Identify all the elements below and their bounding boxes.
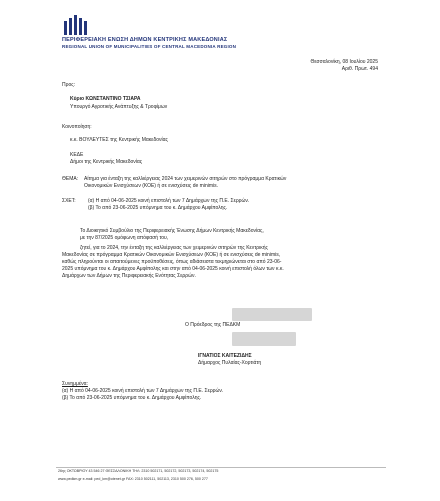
body-p1-line-1: Το Διοικητικό Συμβούλιο της Περιφερειακής Ένωσης Δήμων Κεντρικής Μακεδονίας, xyxy=(80,228,264,234)
place-date: Θεσσαλονίκη, 08 Ιουλίου 2025 xyxy=(310,59,378,65)
subject-line-2: Οικονομικών Ενισχύσεων (ΚΟΕ) ή σε ενισχύσεις de minimis. xyxy=(84,183,219,189)
body-p2-line-3: καθώς πληρούνται οι απαιτούμενες προϋποθέσεις, όπως αδιάσειστα τεκμηριώνεται στο από 23-06- xyxy=(62,259,282,265)
cc-deputies: κ.κ. ΒΟΥΛΕΥΤΕΣ της Κεντρικής Μακεδονίας xyxy=(70,137,168,143)
attachment-item-b: (β) Το από 23-06-2025 υπόμνημα του κ. Δημάρχου Αμφίπολης. xyxy=(62,395,202,401)
cc-kede: ΚΕΔΕ xyxy=(70,152,84,158)
body-p2-line-2: Μακεδονίας σε πρόγραμμα Κρατικών Οικονομικών Ενισχύσεων (ΚΟΕ) ή σε ενισχύσεις de minimis, xyxy=(62,252,281,258)
redacted-stamp-area xyxy=(232,308,312,321)
signatory-role: Δήμαρχος Πυλαίας-Χορτιάτη xyxy=(198,360,262,366)
body-p2-line-1: ζητεί, για το 2024, την ένταξη της καλλιέργειας των χειμερινών σιτηρών της Κεντρικής xyxy=(80,245,268,251)
footer-contact: www.pedkm.gr e-mail: ped_km@otenet.gr FAX: 2310 502111, 502113, 2310 500 276, 500 277 xyxy=(58,477,208,481)
relevant-item-a: (α) Η από 04-06-2025 κοινή επιστολή των 7 Δημάρχων της Π.Ε. Σερρών. xyxy=(88,198,250,204)
footer-divider xyxy=(56,467,386,468)
cc-municipalities: Δήμοι της Κεντρικής Μακεδονίας xyxy=(70,159,143,165)
recipient-ministry: Υπουργό Αγροτικής Ανάπτυξης & Τροφίμων xyxy=(70,104,168,110)
attachment-item-a: (α) Η από 04-06-2025 κοινή επιστολή των 7 Δημάρχων της Π.Ε. Σερρών. xyxy=(62,388,224,394)
org-logo-icon xyxy=(62,15,88,35)
footer-address: 26ης ΟΚΤΩΒΡΙΟΥ 43 546 27 ΘΕΣΣΑΛΟΝΙΚΗ ΤΗΛ: 2310 502171, 502172, 502173, 502174, 502175 xyxy=(58,469,219,473)
subject-label: ΘΕΜΑ: xyxy=(62,176,79,182)
recipient-name: Κύριο ΚΩΝΣΤΑΝΤΙΝΟ ΤΣΙΑΡΑ xyxy=(70,96,141,102)
signatory-title: Ο Πρόεδρος της ΠΕΔΚΜ xyxy=(185,322,241,328)
cc-label: Κοινοποίηση: xyxy=(62,124,92,130)
body-p1-line-2: με την 87/2025 ομόφωνη απόφασή του, xyxy=(80,235,169,241)
signatory-name: ΙΓΝΑΤΙΟΣ ΚΑΙΤΕΖΙΔΗΣ xyxy=(198,353,252,359)
body-p2-line-4: 2025 υπόμνημα του κ. Δημάρχου Αμφίπολης και στην από 04-06-2025 κοινή επιστολή όλων των κ.κ. xyxy=(62,266,284,272)
relevant-label: ΣΧΕΤ: xyxy=(62,198,76,204)
to-label: Προς: xyxy=(62,82,76,88)
org-name-greek: ΠΕΡΙΦΕΡΕΙΑΚΗ ΕΝΩΣΗ ΔΗΜΩΝ ΚΕΝΤΡΙΚΗΣ ΜΑΚΕΔΟΝΙΑΣ xyxy=(62,37,228,43)
attachments-label: Συνημμένα: xyxy=(62,381,88,387)
subject-line-1: Αίτημα για ένταξη της καλλιέργειας 2024 των χειμερινών σιτηρών στο πρόγραμμα Κρατικών xyxy=(84,176,287,182)
org-name-english: REGIONAL UNION OF MUNICIPALITIES OF CENTRAL MACEDONIA REGION xyxy=(62,44,237,49)
redacted-signature-area xyxy=(232,332,296,346)
relevant-item-b: (β) Το από 23-06-2025 υπόμνημα του κ. Δημάρχου Αμφίπολης. xyxy=(88,205,228,211)
protocol-number: Αριθ. Πρωτ. 494 xyxy=(341,66,378,72)
body-p2-line-5: Δημάρχων των Δήμων της Περιφερειακής Ενότητας Σερρών. xyxy=(62,273,196,279)
